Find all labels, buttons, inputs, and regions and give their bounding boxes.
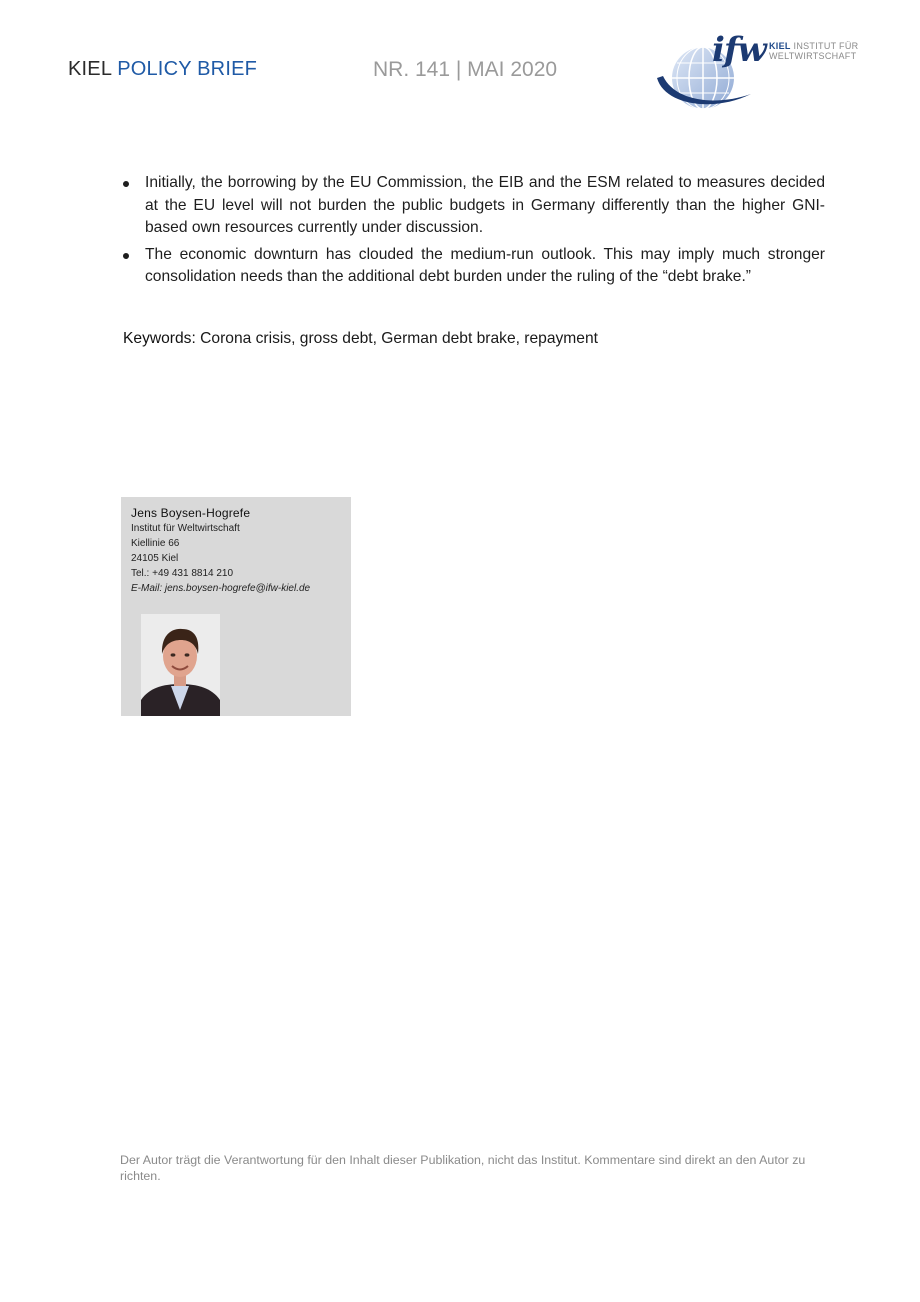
author-portrait-image [141, 614, 220, 716]
logo-caption-line2: WELTWIRTSCHAFT [769, 51, 857, 61]
author-city: 24105 Kiel [131, 553, 179, 564]
issue-number: NR. 141 | MAI 2020 [373, 58, 558, 81]
ifw-logo [655, 28, 871, 112]
footer-disclaimer: Der Autor trägt die Verantwortung für den Inhalt dieser Publikation, nicht das Institut. Kommentare sind direkt an den Autor zu richten. [120, 1153, 806, 1183]
logo-caption-rest: INSTITUT FÜR [793, 41, 859, 51]
keywords-line [123, 328, 598, 350]
author-phone: Tel.: +49 431 8814 210 [131, 568, 234, 579]
logo-caption [769, 41, 858, 61]
brand-accent: POLICY BRIEF [117, 58, 258, 80]
bullet-dot-icon [123, 181, 129, 187]
ifw-wordmark: ifw [712, 30, 766, 70]
bullet-text: The economic downturn has clouded the medium-run outlook. This may imply much stronger consolidation needs than the additional debt burden under the ruling of the “debt brake.” [145, 245, 825, 285]
logo-caption-bold: KIEL [769, 41, 791, 51]
author-email[interactable]: E-Mail: jens.boysen-hogrefe@ifw-kiel.de [131, 583, 311, 594]
bullet-text: Initially, the borrowing by the EU Commission, the EIB and the ESM related to measures decided at the EU level will not burden the public budgets in Germany differently than the higher GNI-based own resources currently under discussion. [145, 174, 825, 236]
bullet-item [123, 172, 825, 240]
author-name: Jens Boysen-Hogrefe [131, 506, 251, 520]
bullet-dot-icon [123, 253, 129, 259]
keywords-label: Keywords: [123, 330, 196, 347]
author-street: Kiellinie 66 [131, 538, 180, 549]
keywords-value: Corona crisis, gross debt, German debt brake, repayment [200, 330, 598, 347]
brand-title [68, 58, 257, 81]
brand-prefix: KIEL [68, 58, 112, 80]
bullet-item [123, 244, 825, 289]
author-institute: Institut für Weltwirtschaft [131, 523, 240, 534]
author-card [121, 497, 351, 716]
summary-bullet-list [123, 172, 825, 293]
author-portrait [141, 614, 220, 716]
